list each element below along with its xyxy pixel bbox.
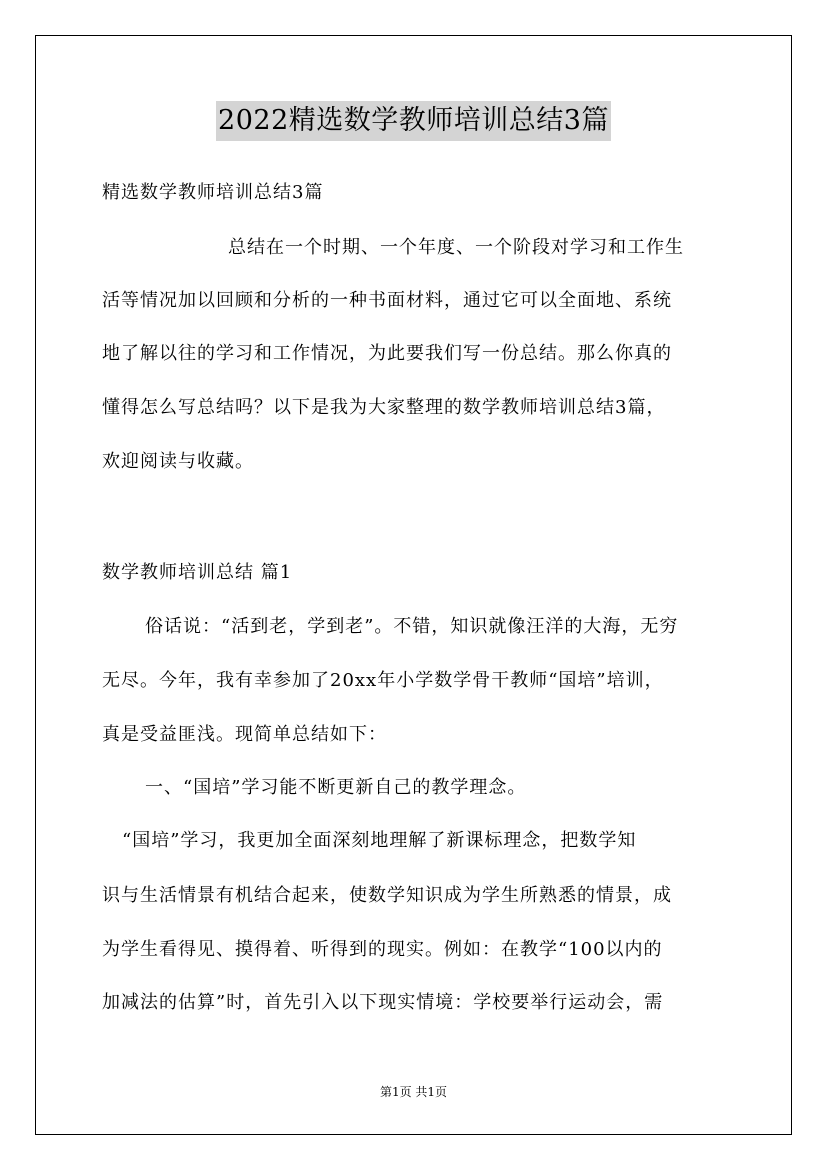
body-line: 俗话说：“活到老，学到老”。不错，知识就像汪洋的大海，无穷 — [145, 616, 679, 637]
body-line: “国培”学习，我更加全面深刻地理解了新课标理念，把数学知 — [122, 830, 637, 851]
intro-line: 总结在一个时期、一个年度、一个阶段对学习和工作生 — [228, 237, 684, 258]
body-line: 无尽。今年，我有幸参加了20xx年小学数学骨干教师“国培”培训， — [102, 670, 664, 691]
intro-line: 懂得怎么写总结吗？以下是我为大家整理的数学教师培训总结3篇， — [102, 397, 666, 418]
intro-line: 活等情况加以回顾和分析的一种书面材料，通过它可以全面地、系统 — [102, 290, 672, 311]
body-line: 识与生活情景有机结合起来，使数学知识成为学生所熟悉的情景，成 — [102, 885, 672, 906]
body-line: 加减法的估算”时，首先引入以下现实情境：学校要举行运动会，需 — [102, 992, 664, 1013]
title-container — [0, 101, 827, 141]
page-footer: 第1页 共1页 — [379, 1085, 448, 1099]
section-heading: 数学教师培训总结 篇1 — [102, 562, 293, 583]
intro-line: 地了解以往的学习和工作情况，为此要我们写一份总结。那么你真的 — [102, 343, 672, 364]
body-line: 一、“国培”学习能不断更新自己的教学理念。 — [145, 777, 527, 798]
document-title: 2022精选数学教师培训总结3篇 — [216, 101, 611, 141]
document-subtitle: 精选数学教师培训总结3篇 — [102, 182, 324, 203]
body-line: 真是受益匪浅。现简单总结如下： — [102, 724, 387, 745]
intro-line: 欢迎阅读与收藏。 — [102, 451, 254, 472]
body-line: 为学生看得见、摸得着、听得到的现实。例如：在教学“100以内的 — [102, 939, 663, 960]
